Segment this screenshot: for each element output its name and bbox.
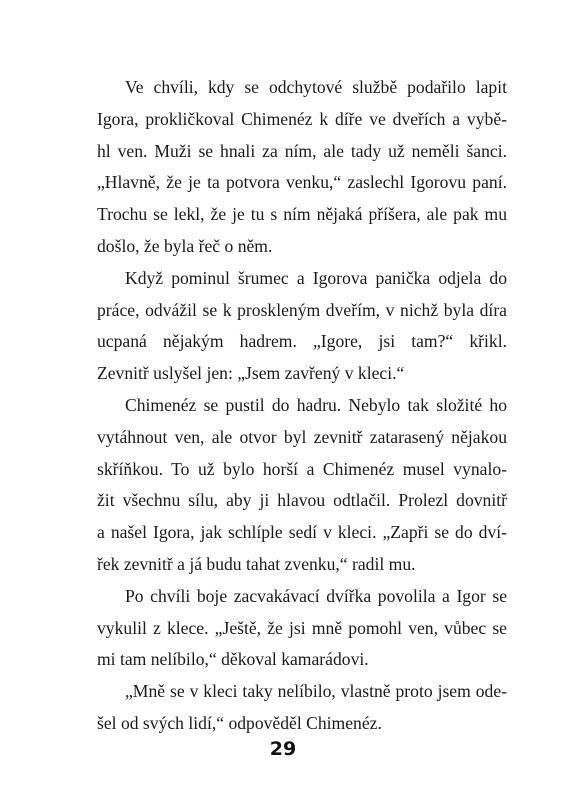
text-line: řek zevnitř a já budu tahat zvenku,“ radil mu. [97,553,416,574]
text-line: žit všechnu sílu, aby ji hlavou odtlačil. Prolezl dovnitř [97,490,507,511]
paragraph-2 [97,263,507,390]
paragraph-5 [97,676,507,740]
text-line: práce, odvážil se k proskleným dveřím, v nichž byla díra [97,299,507,320]
text-line: „Hlavně, že je ta potvora venku,“ zaslechl Igorovu paní. [97,172,507,193]
text-line: došlo, že byla řeč o něm. [97,235,273,256]
text-line: vykulil z klece. „Ještě, že jsi mně pomohl ven, vůbec se [97,617,507,638]
text-line: Když pominul šrumec a Igorova panička odjela do [125,267,507,288]
text-line: šel od svých lidí,“ odpověděl Chimenéz. [97,712,382,733]
body-text [97,72,507,740]
text-line: Chimenéz se pustil do hadru. Nebylo tak složité ho [125,394,507,415]
text-line: Igora, prokličkoval Chimenéz k díře ve dveřích a vybě- [97,108,507,129]
text-line: mi tam nelíbilo,“ děkoval kamarádovi. [97,649,369,670]
text-line: Trochu se lekl, že je tu s ním nějaká příšera, ale pak mu [97,204,507,225]
text-line: Zevnitř uslyšel jen: „Jsem zavřený v kleci.“ [97,363,405,384]
paragraph-1 [97,72,507,263]
text-line: Ve chvíli, kdy se odchytové službě podařilo lapit [125,77,507,97]
text-line: Po chvíli boje zacvakávací dvířka povolila a Igor se [125,585,507,606]
paragraph-3 [97,390,507,581]
text-line: ucpaná nějakým hadrem. „Igore, jsi tam?“ křikl. [97,331,507,352]
text-line: vytáhnout ven, ale otvor byl zevnitř zatarasený nějakou [97,426,507,447]
text-line: skříňkou. To už bylo horší a Chimenéz musel vynalo- [97,458,507,479]
page-number: 29 [269,738,297,760]
text-line: „Mně se v kleci taky nelíbilo, vlastně proto jsem ode- [125,681,507,702]
text-line: a našel Igora, jak schlíple sedí v kleci. „Zapři se do dví- [97,522,507,543]
paragraph-4 [97,581,507,676]
text-line: hl ven. Muži se hnali za ním, ale tady už neměli šanci. [97,140,507,161]
